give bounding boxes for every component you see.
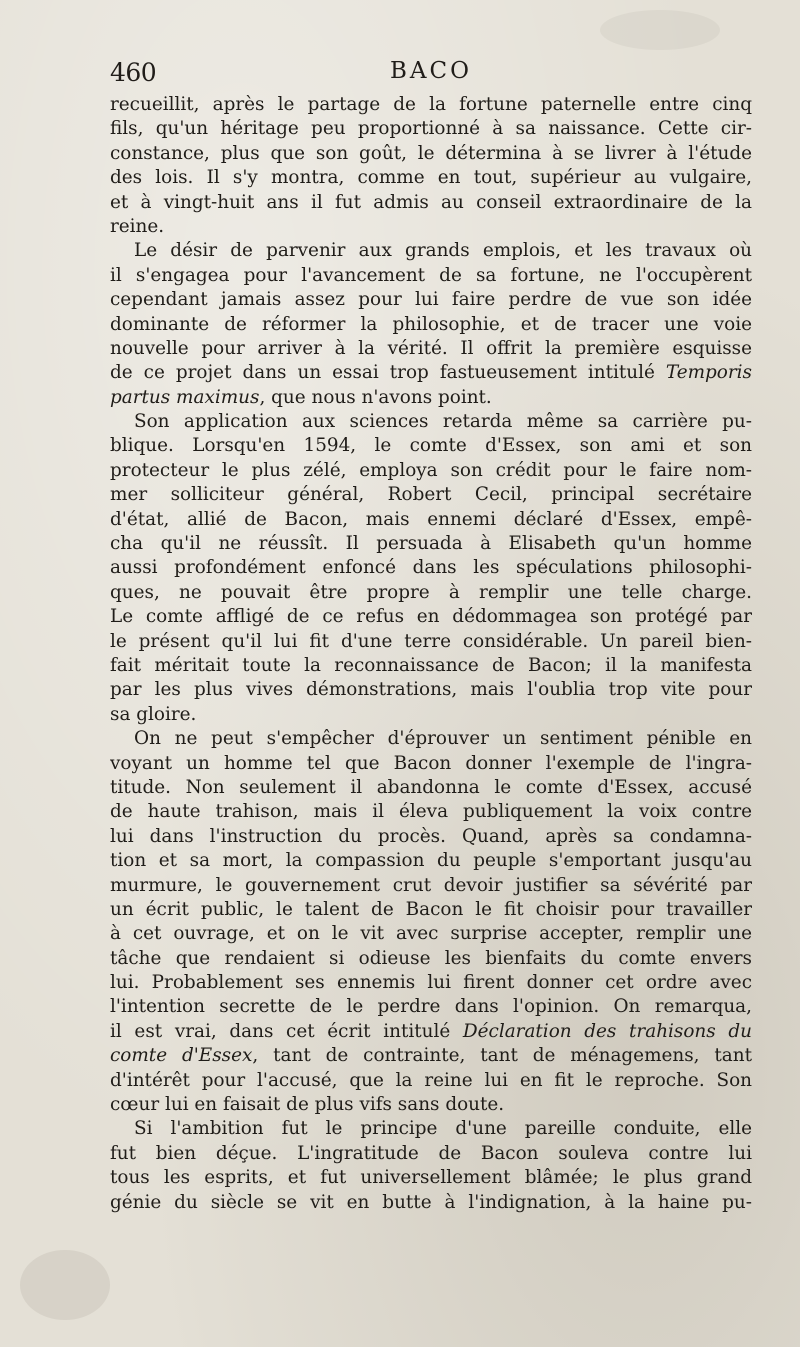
text-line: dominante de réformer la philosophie, et de tracer une voie [110,313,752,335]
text-line: murmure, le gouvernement crut devoir justifier sa sévérité par [110,874,752,896]
italic-title: comte d'Essex [110,1045,253,1067]
text-line: ques, ne pouvait être propre à remplir une telle charge. [110,581,752,603]
text-line: tion et sa mort, la compassion du peuple s'emportant jusqu'au [110,850,752,872]
text-line: à cet ouvrage, et on le vit avec surprise accepter, remplir une [110,923,752,945]
text-line: génie du siècle se vit en butte à l'indignation, à la haine pu- [110,1191,752,1213]
text-line-composite [110,386,752,410]
text-line: Son application aux sciences retarda même sa carrière pu- [134,411,752,433]
running-head: BACO [390,58,472,84]
page-number: 460 [110,58,157,87]
text-line: recueillit, après le partage de la fortune paternelle entre cinq [110,94,752,115]
paper-stain [600,10,720,50]
text-line-composite [110,361,752,385]
text-line: des lois. Il s'y montra, comme en tout, supérieur au vulgaire, [110,167,752,189]
italic-title: Temporis [665,362,752,384]
text-line: lui dans l'instruction du procès. Quand, après sa condamna- [110,825,752,847]
text-segment: , que nous n'avons point. [259,386,492,408]
text-line: mer solliciteur général, Robert Cecil, principal secrétaire [110,484,752,506]
text-line: tâche que rendaient si odieuse les bienfaits du comte envers [110,947,752,969]
text-line: de haute trahison, mais il éleva publiquement la voix contre [110,801,752,823]
text-line: d'intérêt pour l'accusé, que la reine lui en fit le reproche. Son [110,1069,752,1091]
text-line: fait méritait toute la reconnaissance de Bacon; il la manifesta [110,654,752,676]
text-line: le présent qu'il lui fit d'une terre considérable. Un pareil bien- [110,630,752,652]
text-line: blique. Lorsqu'en 1594, le comte d'Essex, son ami et son [110,435,752,457]
text-line: voyant un homme tel que Bacon donner l'exemple de l'ingra- [110,752,752,774]
text-line: nouvelle pour arriver à la vérité. Il offrit la première esquisse [110,337,752,359]
text-line: On ne peut s'empêcher d'éprouver un sentiment pénible en [134,728,752,750]
text-line: constance, plus que son goût, le détermina à se livrer à l'étude [110,142,752,164]
text-line: fils, qu'un héritage peu proportionné à sa naissance. Cette cir- [110,118,752,140]
italic-title: Déclaration des trahisons du [462,1020,752,1042]
text-line: lui. Probablement ses ennemis lui firent donner cet ordre avec [110,972,752,994]
text-line: d'état, allié de Bacon, mais ennemi déclaré d'Essex, empê- [110,508,752,530]
text-line: et à vingt-huit ans il fut admis au conseil extraordinaire de la [110,191,752,213]
text-line: titude. Non seulement il abandonna le comte d'Essex, accusé [110,776,752,798]
text-line: Si l'ambition fut le principe d'une pareille conduite, elle [134,1118,752,1140]
text-segment: il est vrai, dans cet écrit intitulé [110,1020,463,1042]
body-text [110,93,752,1215]
text-line: cœur lui en faisait de plus vifs sans doute. [110,1094,505,1116]
italic-title: partus maximus [110,386,260,408]
text-line: cependant jamais assez pour lui faire perdre de vue son idée [110,289,752,311]
text-line: sa gloire. [110,703,197,725]
text-segment: de ce projet dans un essai trop fastueusement intitulé [110,362,666,384]
text-line: aussi profondément enfoncé dans les spéculations philosophi- [110,557,752,579]
text-line: fut bien déçue. L'ingratitude de Bacon souleva contre lui [110,1142,752,1164]
text-line: tous les esprits, et fut universellement blâmée; le plus grand [110,1167,752,1189]
text-line: reine. [110,215,165,237]
text-line-composite [110,1044,752,1068]
text-line: Le comte affligé de ce refus en dédommagea son protégé par [110,606,752,628]
text-segment: , tant de contrainte, tant de ménagemens, tant [252,1045,752,1067]
text-line: par les plus vives démonstrations, mais l'oublia trop vite pour [110,679,752,701]
text-line: il s'engagea pour l'avancement de sa fortune, ne l'occupèrent [110,264,752,286]
paper-stain [20,1250,110,1320]
text-line: Le désir de parvenir aux grands emplois, et les travaux où [134,240,752,262]
text-line: cha qu'il ne réussît. Il persuada à Elisabeth qu'un homme [110,533,752,555]
text-line: un écrit public, le talent de Bacon le fit choisir pour travailler [110,898,752,920]
text-line: l'intention secrette de le perdre dans l'opinion. On remarqua, [110,996,752,1018]
text-line: protecteur le plus zélé, employa son crédit pour le faire nom- [110,459,752,481]
text-line-composite [110,1020,752,1044]
page-header [110,58,750,88]
